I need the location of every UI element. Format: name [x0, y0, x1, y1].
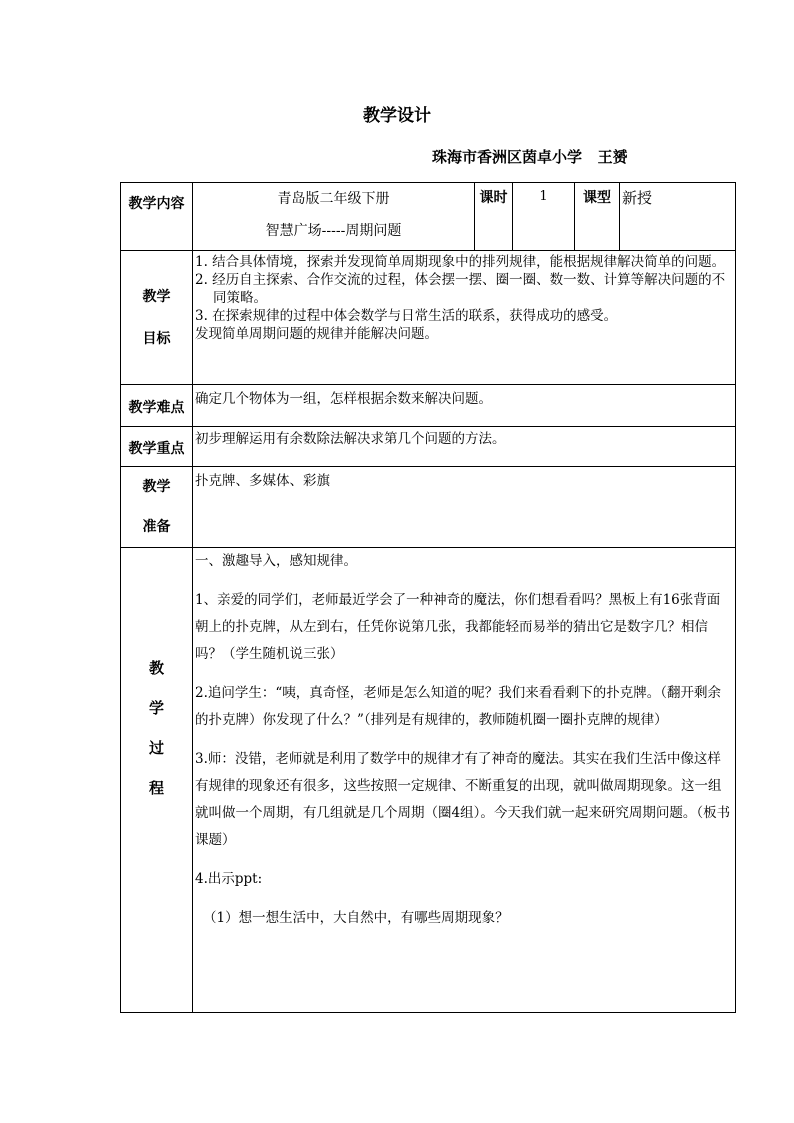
row-key: [121, 427, 736, 467]
process-label-char: 教: [148, 659, 164, 677]
goal-label-line-1: 教学: [142, 288, 171, 305]
period-label: 课时: [475, 183, 513, 251]
process-paragraph: 1、亲爱的同学们，老师最近学会了一种神奇的魔法，你们想看看吗？黑板上有16张背面朝上的扑克牌，从左到右，任凭你说第几张，我都能轻而易举的猜出它是数字几？相信吗？（学生随机说三张）: [195, 592, 721, 662]
content-cell: [193, 183, 475, 251]
process-cell: [193, 548, 736, 1013]
row-content: [121, 183, 736, 251]
prep-label: [121, 467, 193, 548]
content-line-1: 青岛版二年级下册: [277, 191, 390, 207]
process-label: [121, 548, 193, 1013]
goal-item: 2. 经历自主探索、合作交流的过程，体会摆一摆、圈一圈、数一数、计算等解决问题的不同策略。: [195, 272, 726, 306]
goal-label-line-2: 目标: [142, 330, 171, 347]
goal-label: [121, 251, 193, 385]
key-text: 初步理解运用有余数除法解决求第几个问题的方法。: [193, 427, 736, 467]
row-prep: [121, 467, 736, 548]
prep-text: 扑克牌、多媒体、彩旗: [193, 467, 736, 548]
lesson-plan-table: [120, 182, 736, 1013]
row-goals: [121, 251, 736, 385]
difficulty-text: 确定几个物体为一组，怎样根据余数来解决问题。: [193, 385, 736, 427]
process-label-char: 程: [148, 779, 164, 797]
content-line-2: 智慧广场-----周期问题: [265, 223, 402, 239]
goal-item: 1. 结合具体情境，探索并发现简单周期现象中的排列规律，能根据规律解决简单的问题。: [195, 254, 726, 270]
difficulty-label: 教学难点: [121, 385, 193, 427]
process-label-char: 学: [148, 699, 164, 717]
key-label: 教学重点: [121, 427, 193, 467]
row-process: [121, 548, 736, 1013]
prep-label-line-2: 准备: [142, 519, 171, 535]
author-line: 珠海市香洲区茵卓小学 王赟: [432, 148, 628, 166]
content-label: 教学内容: [121, 183, 193, 251]
row-difficulty: [121, 385, 736, 427]
process-paragraph: 3.师：没错，老师就是利用了数学中的规律才有了神奇的魔法。其实在我们生活中像这样有规律的现象还有很多，这些按照一定规律、不断重复的出现，就叫做周期现象。这一组就叫做一个周期，有几组就是几个周期（圈4组）。今天我们就一起来研究周期问题。（板书课题）: [195, 751, 731, 848]
type-value: 新授: [620, 183, 736, 251]
process-paragraph: 4.出示ppt:: [195, 871, 263, 887]
process-paragraph: （1）想一想生活中，大自然中，有哪些周期现象？: [203, 910, 509, 926]
process-paragraph: 一、激趣导入，感知规律。: [195, 553, 357, 569]
prep-label-line-1: 教学: [142, 479, 171, 495]
goal-item: 发现简单周期问题的规律并能解决问题。: [195, 326, 438, 342]
process-label-char: 过: [148, 739, 164, 757]
type-label: 课型: [575, 183, 620, 251]
goal-item: 3. 在探索规律的过程中体会数学与日常生活的联系，获得成功的感受。: [195, 308, 618, 324]
process-paragraph: 2.追问学生：“咦，真奇怪，老师是怎么知道的呢？我们来看看剩下的扑克牌。（翻开剩余的扑克牌）你发现了什么？”（排列是有规律的，教师随机圈一圈扑克牌的规律）: [195, 685, 722, 728]
goals-cell: [193, 251, 736, 385]
document-title: 教学设计: [363, 106, 431, 126]
period-value: 1: [513, 183, 575, 251]
